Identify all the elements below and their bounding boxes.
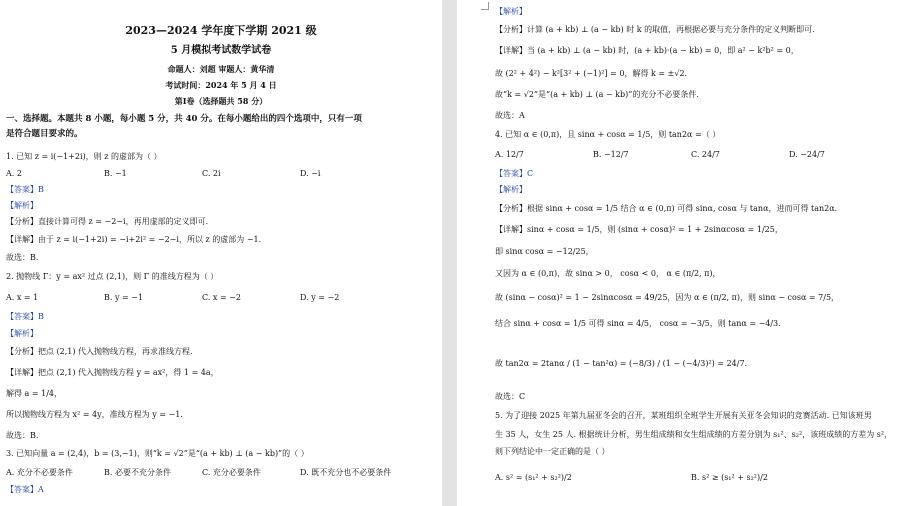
q3-analysis: 【分析】计算 (a + kb) ⊥ (a − kb) 时 k 的取值，再根据必要与充分条件的定义判断即可. xyxy=(495,25,815,34)
right-page xyxy=(457,0,900,506)
q4-answer: 【答案】C xyxy=(495,169,534,178)
q2-option-b: B. y = −1 xyxy=(104,293,144,302)
q4-detail-5: 结合 sinα + cosα = 1/5 可得 sinα = 4/5， cosα = −3/5，则 tanα = −4/3. xyxy=(495,319,781,328)
section-heading-line1: 一、选择题。本题共 8 小题，每小题 5 分，共 40 分。在每小题给出的四个选项中，只有一项 xyxy=(6,114,362,124)
q2-detail-2: 解得 a = 1/4， xyxy=(6,389,62,398)
q2-detail-3: 所以抛物线方程为 x² = 4y，准线方程为 y = −1. xyxy=(6,410,183,419)
q4-option-b: B. −12/7 xyxy=(593,150,629,159)
q3-detail-2: 故 (2² + 4²) − k²[3² + (−1)²] = 0，解得 k = ±√2. xyxy=(495,69,688,78)
question-5-line1: 5. 为了迎接 2025 年第九届亚冬会的召开，某班组织全班学生开展有关亚冬会知识的竞赛活动. 已知该班男 xyxy=(495,411,872,420)
q1-detail: 【详解】由于 z = i(−1+2i) = −i+2i² = −2−i，所以 z 的虚部为 −1. xyxy=(6,235,262,244)
q4-option-d: D. −24/7 xyxy=(789,150,825,159)
q2-option-a: A. x = 1 xyxy=(6,293,39,302)
crop-mark xyxy=(481,2,489,10)
q4-conclusion: 故选：C xyxy=(495,392,526,401)
q1-option-b: B. −1 xyxy=(104,169,127,178)
q3-analysis-tag: 【解析】 xyxy=(495,7,527,16)
q4-option-c: C. 24/7 xyxy=(691,150,720,159)
volume-title: 第Ⅰ卷（选择题共 58 分） xyxy=(174,96,268,106)
exam-title-line2: 5 月模拟考试数学试卷 xyxy=(170,45,272,56)
q2-detail: 【详解】把点 (2,1) 代入抛物线方程 y = ax²，得 1 = 4a， xyxy=(6,368,219,377)
left-page xyxy=(0,0,442,506)
exam-authors: 命题人：刘超 审题人：黄华清 xyxy=(167,64,275,74)
question-4: 4. 已知 α ∈ (0,π)，且 sinα + cosα = 1/5，则 tan2α =（ ） xyxy=(495,130,721,139)
exam-title-line1: 2023—2024 学年度下学期 2021 级 xyxy=(125,24,317,37)
q1-answer: 【答案】B xyxy=(6,185,44,194)
q4-detail-2: 即 sinα cosα = −12/25， xyxy=(495,247,594,256)
q3-answer: 【答案】A xyxy=(6,485,44,494)
section-heading-line2: 是符合题目要求的。 xyxy=(6,129,83,139)
q2-option-c: C. x = −2 xyxy=(202,293,242,302)
q2-option-d: D. y = −2 xyxy=(300,293,340,302)
page-gutter xyxy=(442,0,457,506)
q1-option-d: D. −i xyxy=(300,169,321,178)
q3-option-d: D. 既不充分也不必要条件 xyxy=(300,468,392,477)
question-3: 3. 已知向量 a = (2,4)，b = (3,−1)，则“k = √2”是“(a + kb) ⊥ (a − kb)”的（ ） xyxy=(6,449,309,458)
q5-option-a: A. s² = (s₁² + s₂²)/2 xyxy=(495,473,572,482)
q4-detail: 【详解】sinα + cosα = 1/5，则 (sinα + cosα)² = 1 + 2sinαcosα = 1/25， xyxy=(495,225,783,234)
question-1: 1. 已知 z = i(−1+2i)，则 z 的虚部为（ ） xyxy=(6,152,162,161)
q2-conclusion: 故选：B. xyxy=(6,431,39,440)
q1-option-c: C. 2i xyxy=(202,169,221,178)
q1-option-a: A. 2 xyxy=(6,169,22,178)
q3-option-a: A. 充分不必要条件 xyxy=(6,468,73,477)
q1-analysis: 【分析】直接计算可得 z = −2−i，再用虚部的定义即可. xyxy=(6,217,209,226)
q3-option-c: C. 充分必要条件 xyxy=(202,468,261,477)
q4-detail-4: 故 (sinα − cosα)² = 1 − 2sinαcosα = 49/25，因为 α ∈ (π/2, π)，则 sinα − cosα = 7/5， xyxy=(495,293,840,302)
q2-analysis: 【分析】把点 (2,1) 代入抛物线方程，再求准线方程. xyxy=(6,347,193,356)
q2-answer: 【答案】B xyxy=(6,312,44,321)
exam-time: 考试时间：2024 年 5 月 4 日 xyxy=(165,80,277,90)
q4-option-a: A. 12/7 xyxy=(495,150,524,159)
q2-analysis-tag: 【解析】 xyxy=(6,329,38,338)
q4-analysis-tag: 【解析】 xyxy=(495,185,527,194)
q5-option-b: B. s² ≥ (s₁² + s₂²)/2 xyxy=(691,473,768,482)
question-5-line2: 生 35 人，女生 25 人. 根据统计分析，男生组成绩和女生组成绩的方差分别为 s₁²、s₂²，该班成绩的方差为 s²， xyxy=(495,430,893,439)
question-5-line3: 则下列结论中一定正确的是（ ） xyxy=(495,447,610,456)
q4-detail-3: 又因为 α ∈ (0,π)，故 sinα > 0， cosα < 0， α ∈ (π/2, π)， xyxy=(495,269,721,278)
q3-detail: 【详解】当 (a + kb) ⊥ (a − kb) 时，(a + kb)·(a − kb) = 0，即 a² − k²b² = 0， xyxy=(495,46,799,55)
question-2: 2. 抛物线 Γ：y = ax² 过点 (2,1)，则 Γ 的准线方程为（ ） xyxy=(6,272,219,281)
q4-analysis: 【分析】根据 sinα + cosα = 1/5 结合 α ∈ (0,π) 可得 sinα, cosα 与 tanα，进而可得 tan2α. xyxy=(495,204,838,213)
q3-conclusion: 故选：A xyxy=(495,111,525,120)
q3-detail-3: 故“k = √2”是“(a + kb) ⊥ (a − kb)”的充分不必要条件. xyxy=(495,90,699,99)
q4-detail-6: 故 tan2α = 2tanα / (1 − tan²α) = (−8/3) / (1 − (−4/3)²) = 24/7. xyxy=(495,359,748,368)
q1-conclusion: 故选：B. xyxy=(6,253,39,262)
q3-option-b: B. 必要不充分条件 xyxy=(104,468,171,477)
q1-analysis-tag: 【解析】 xyxy=(6,201,38,210)
